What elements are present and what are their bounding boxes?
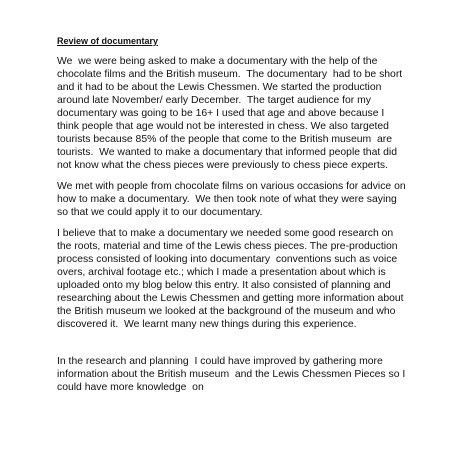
paragraph-research: I believe that to make a documentary we needed some good research on the roots, material and time of the Lewis chess pieces. The pre-production process consisted of looking into documentary conventions such as voice overs, archival footage etc.; which I made a presentation about which is uploaded onto my blog below this entry. It also consisted of planning and researching about the Lewis Chessmen and getting more information about the British museum we looked at the background of the museum and who discovered it. We learnt many new things during this experience. [57,228,407,330]
paragraph-improvement: In the research and planning I could have improved by gathering more information about the British museum and the Lewis Chessmen Pieces so I could have more knowledge on [57,356,409,393]
paragraph-intro: We we were being asked to make a documentary with the help of the chocolate films and the British museum. The documentary had to be short and it had to be about the Lewis Chessmen. We started the production around late November/ early December. The target audience for my documentary was going to be 16+ I used that age and above because I think people that age would not be interested in chess. We also targeted tourists because 85% of the people that come to the British museum are tourists. We wanted to make a documentary that informed people that did not know what the chess pieces were previously to chess piece experts. [57,56,406,171]
paragraph-chocolate-films: We met with people from chocolate films on various occasions for advice on how to make a documentary. We then took note of what they were saying so that we could apply it to our documentary. [57,181,409,218]
document-body [57,36,407,402]
document-title: Review of documentary [57,36,159,46]
